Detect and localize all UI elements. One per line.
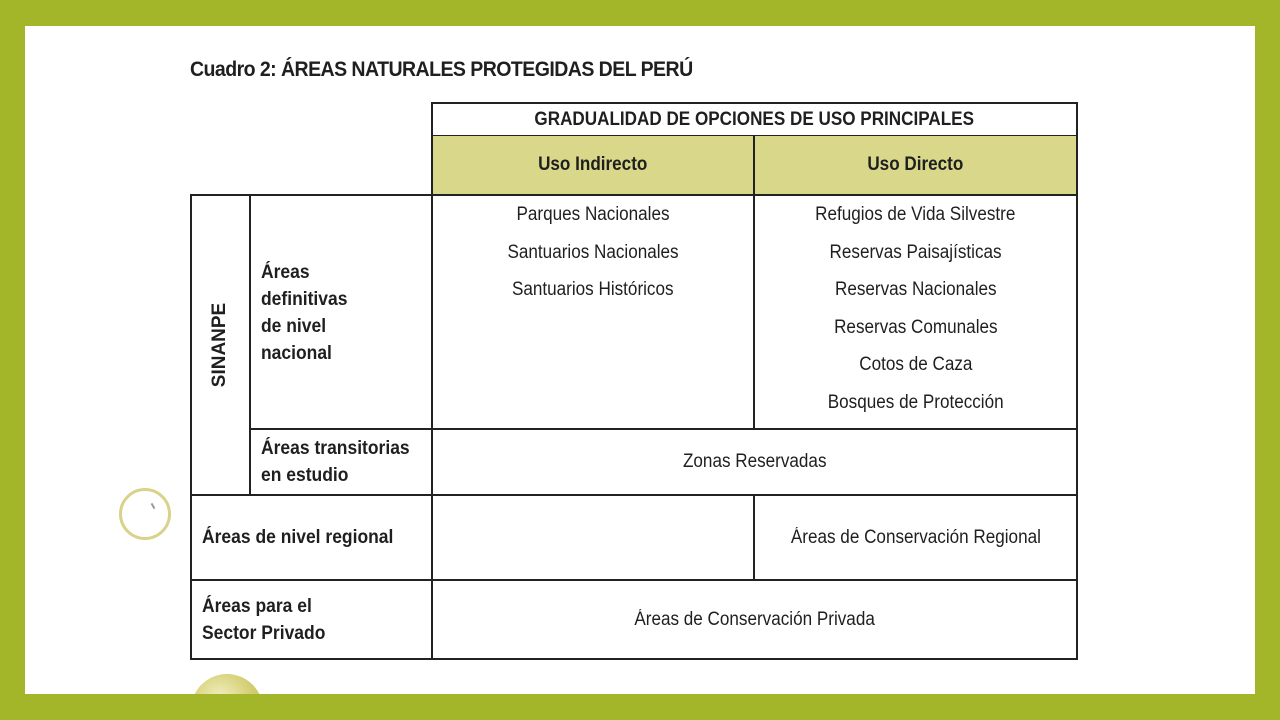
row-label-regional: Áreas de nivel regional (202, 526, 394, 548)
sinanpe-label: SINANPE (209, 302, 231, 388)
grid-line (190, 579, 1078, 581)
row-label-definitivas: Áreas definitivas de nivel nacional (261, 261, 348, 364)
list-item: Santuarios Nacionales (507, 241, 679, 263)
list-item: Reservas Nacionales (834, 279, 997, 301)
list-item: Parques Nacionales (516, 204, 670, 225)
grid-line (1076, 102, 1078, 659)
grid-line (431, 135, 1078, 136)
privado-value: Áreas de Conservación Privada (634, 608, 875, 630)
list-item: Cotos de Caza (858, 354, 973, 376)
grid-line (190, 658, 1078, 660)
row-label-privado: Áreas para el Sector Privado (202, 595, 326, 644)
row-label-transitorias: Áreas transitorias en estudio (261, 438, 410, 486)
list-item: Refugios de Vida Silvestre (815, 204, 1016, 225)
list-item: Bosques de Protección (827, 391, 1004, 413)
grid-line (753, 135, 755, 429)
table-main-header: GRADUALIDAD DE OPCIONES DE USO PRINCIPALES (534, 108, 975, 130)
list-item: Reservas Comunales (833, 316, 998, 338)
transitorias-value: Zonas Reservadas (682, 451, 827, 472)
grid-line (249, 428, 1078, 430)
col-header-indirect: Uso Indirecto (432, 136, 754, 194)
table-title: Cuadro 2: ÁREAS NATURALES PROTEGIDAS DEL PERÚ (190, 58, 693, 81)
regional-direct-value: Áreas de Conservación Regional (790, 526, 1041, 548)
list-item: Reservas Paisajísticas (829, 241, 1002, 263)
list-item: Santuarios Históricos (512, 279, 674, 301)
indirect-list (432, 196, 754, 429)
direct-list (754, 196, 1077, 429)
grid-line (190, 194, 1078, 196)
grid-line (190, 494, 1078, 496)
grid-line (190, 194, 192, 659)
decorative-ring (119, 488, 171, 540)
slide (25, 26, 1255, 694)
decorative-circle (191, 674, 263, 694)
grid-line (431, 102, 433, 659)
grid-line (753, 494, 755, 580)
grid-line (249, 194, 251, 495)
col-header-direct: Uso Directo (754, 136, 1077, 194)
grid-line (431, 102, 1078, 104)
